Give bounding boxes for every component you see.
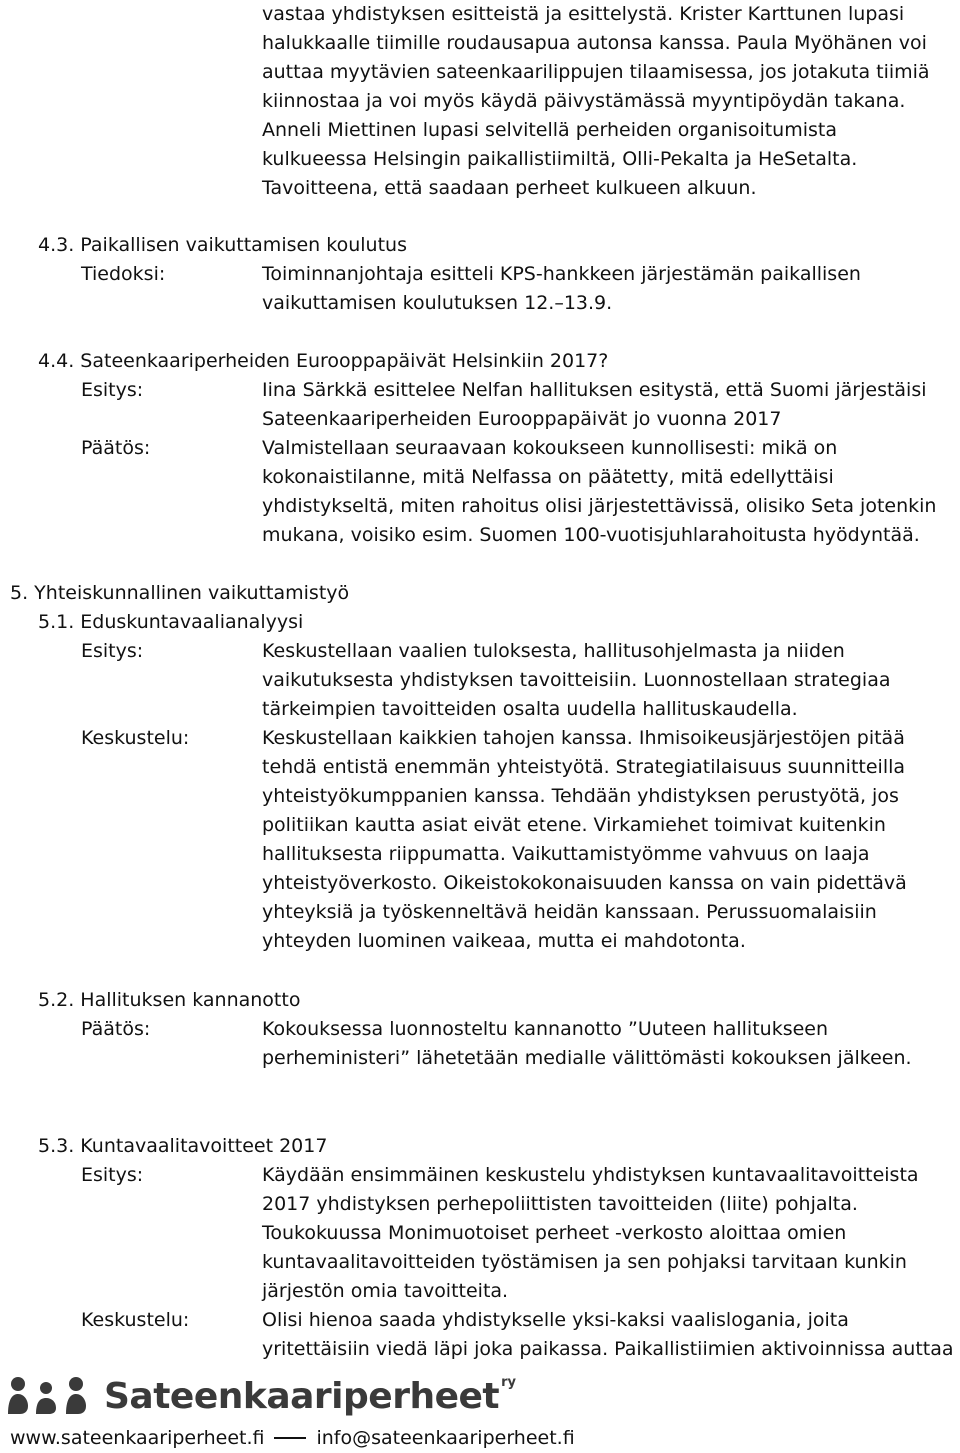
body-text-line: vastaa yhdistyksen esitteistä ja esittelystä. Krister Karttunen lupasi <box>262 3 905 25</box>
body-text-line: yhdistykseltä, miten rahoitus olisi järjestettävissä, olisiko Seta jotenkin <box>262 495 937 517</box>
body-text-line: Toiminnanjohtaja esitteli KPS-hankkeen järjestämän paikallisen <box>262 263 861 285</box>
website-link[interactable]: www.sateenkaariperheet.fi <box>10 1427 265 1449</box>
section-heading-5-2: 5.2. Hallituksen kannanotto <box>38 989 301 1011</box>
field-label: Päätös: <box>81 1018 151 1040</box>
body-text-line: politiikan kautta asiat eivät etene. Virkamiehet toimivat kuitenkin <box>262 814 886 836</box>
field-label: Keskustelu: <box>81 727 190 749</box>
body-text-line: kuntavaalitavoitteiden työstämisen ja sen pohjaksi tarvitaan kunkin <box>262 1251 907 1273</box>
body-text-line: Käydään ensimmäinen keskustelu yhdistyksen kuntavaalitavoitteista <box>262 1164 919 1186</box>
logo-wordmark: Sateenkaariperheet <box>104 1375 500 1417</box>
body-text-line: kiinnostaa ja voi myös käydä päivystämässä myyntipöydän takana. <box>262 90 906 112</box>
body-text-line: Keskustellaan vaalien tuloksesta, hallitusohjelmasta ja niiden <box>262 640 845 662</box>
body-text-line: auttaa myytävien sateenkaarilippujen tilaamisessa, jos jotakuta tiimiä <box>262 61 930 83</box>
body-text-line: yhteistyökumppanien kanssa. Tehdään yhdistyksen perustyötä, jos <box>262 785 899 807</box>
separator-dash <box>274 1437 306 1439</box>
body-text-line: vaikuttamisen koulutuksen 12.–13.9. <box>262 292 613 314</box>
family-figures-icon <box>4 1374 96 1418</box>
body-text-line: perheministeri” lähetetään medialle välittömästi kokouksen jälkeen. <box>262 1047 912 1069</box>
body-text-line: Olisi hienoa saada yhdistykselle yksi-kaksi vaalislogania, joita <box>262 1309 849 1331</box>
section-heading-5: 5. Yhteiskunnallinen vaikuttamistyö <box>10 582 350 604</box>
body-text-line: Tavoitteena, että saadaan perheet kulkueen alkuun. <box>262 177 757 199</box>
body-text-line: kulkueessa Helsingin paikallistiimiltä, Olli-Pekalta ja HeSetalta. <box>262 148 858 170</box>
body-text-line: mukana, voisiko esim. Suomen 100-vuotisjuhlarahoitusta hyödyntää. <box>262 524 920 546</box>
body-text-line: yhteyksiä ja työskenneltävä heidän kanssaan. Perussuomalaisiin <box>262 901 877 923</box>
field-label: Esitys: <box>81 379 144 401</box>
footer-contact <box>10 1425 575 1451</box>
body-text-line: Keskustellaan kaikkien tahojen kanssa. Ihmisoikeusjärjestöjen pitää <box>262 727 905 749</box>
body-text-line: Kokouksessa luonnosteltu kannanotto ”Uuteen hallitukseen <box>262 1018 829 1040</box>
section-heading-5-1: 5.1. Eduskuntavaalianalyysi <box>38 611 304 633</box>
body-text-line: Anneli Miettinen lupasi selvitellä perheiden organisoitumista <box>262 119 838 141</box>
logo-ry: ry <box>501 1374 517 1390</box>
email-link[interactable]: info@sateenkaariperheet.fi <box>316 1427 575 1449</box>
section-heading-4-4: 4.4. Sateenkaariperheiden Eurooppapäivät Helsinkiin 2017? <box>38 350 609 372</box>
field-label: Esitys: <box>81 1164 144 1186</box>
field-label: Keskustelu: <box>81 1309 190 1331</box>
body-text-line: yritettäisiin viedä läpi joka paikassa. Paikallistiimien aktivoinnissa auttaa <box>262 1338 954 1360</box>
body-text-line: yhteistyöverkosto. Oikeistokokonaisuuden kanssa on vain pidettävä <box>262 872 907 894</box>
body-text-line: tehdä entistä enemmän yhteistyötä. Strategiatilaisuus suunnitteilla <box>262 756 906 778</box>
body-text-line: Toukokuussa Monimuotoiset perheet -verkosto aloittaa omien <box>262 1222 847 1244</box>
body-text-line: kokonaistilanne, mitä Nelfassa on päätetty, mitä edellyttäisi <box>262 466 834 488</box>
field-label: Päätös: <box>81 437 151 459</box>
body-text-line: hallituksesta riippumatta. Vaikuttamistyömme vahvuus on laaja <box>262 843 870 865</box>
body-text-line: järjestön omia tavoitteita. <box>262 1280 509 1302</box>
body-text-line: Sateenkaariperheiden Eurooppapäivät jo vuonna 2017 <box>262 408 782 430</box>
body-text-line: tärkeimpien tavoitteiden osalta uudella hallituskaudella. <box>262 698 798 720</box>
body-text-line: Valmistellaan seuraavaan kokoukseen kunnollisesti: mikä on <box>262 437 838 459</box>
body-text-line: 2017 yhdistyksen perhepoliittisten tavoitteiden (liite) pohjalta. <box>262 1193 858 1215</box>
section-heading-5-3: 5.3. Kuntavaalitavoitteet 2017 <box>38 1135 328 1157</box>
field-label: Esitys: <box>81 640 144 662</box>
section-heading-4-3: 4.3. Paikallisen vaikuttamisen koulutus <box>38 234 407 256</box>
body-text-line: halukkaalle tiimille roudausapua autonsa kanssa. Paula Myöhänen voi <box>262 32 927 54</box>
field-label: Tiedoksi: <box>81 263 166 285</box>
body-text-line: vaikutuksesta yhdistyksen tavoitteisiin. Luonnostellaan strategiaa <box>262 669 891 691</box>
body-text-line: Iina Särkkä esittelee Nelfan hallituksen esitystä, että Suomi järjestäisi <box>262 379 927 401</box>
body-text-line: yhteyden luominen vaikeaa, mutta ei mahdotonta. <box>262 930 746 952</box>
sateenkaariperheet-logo <box>4 1372 516 1420</box>
